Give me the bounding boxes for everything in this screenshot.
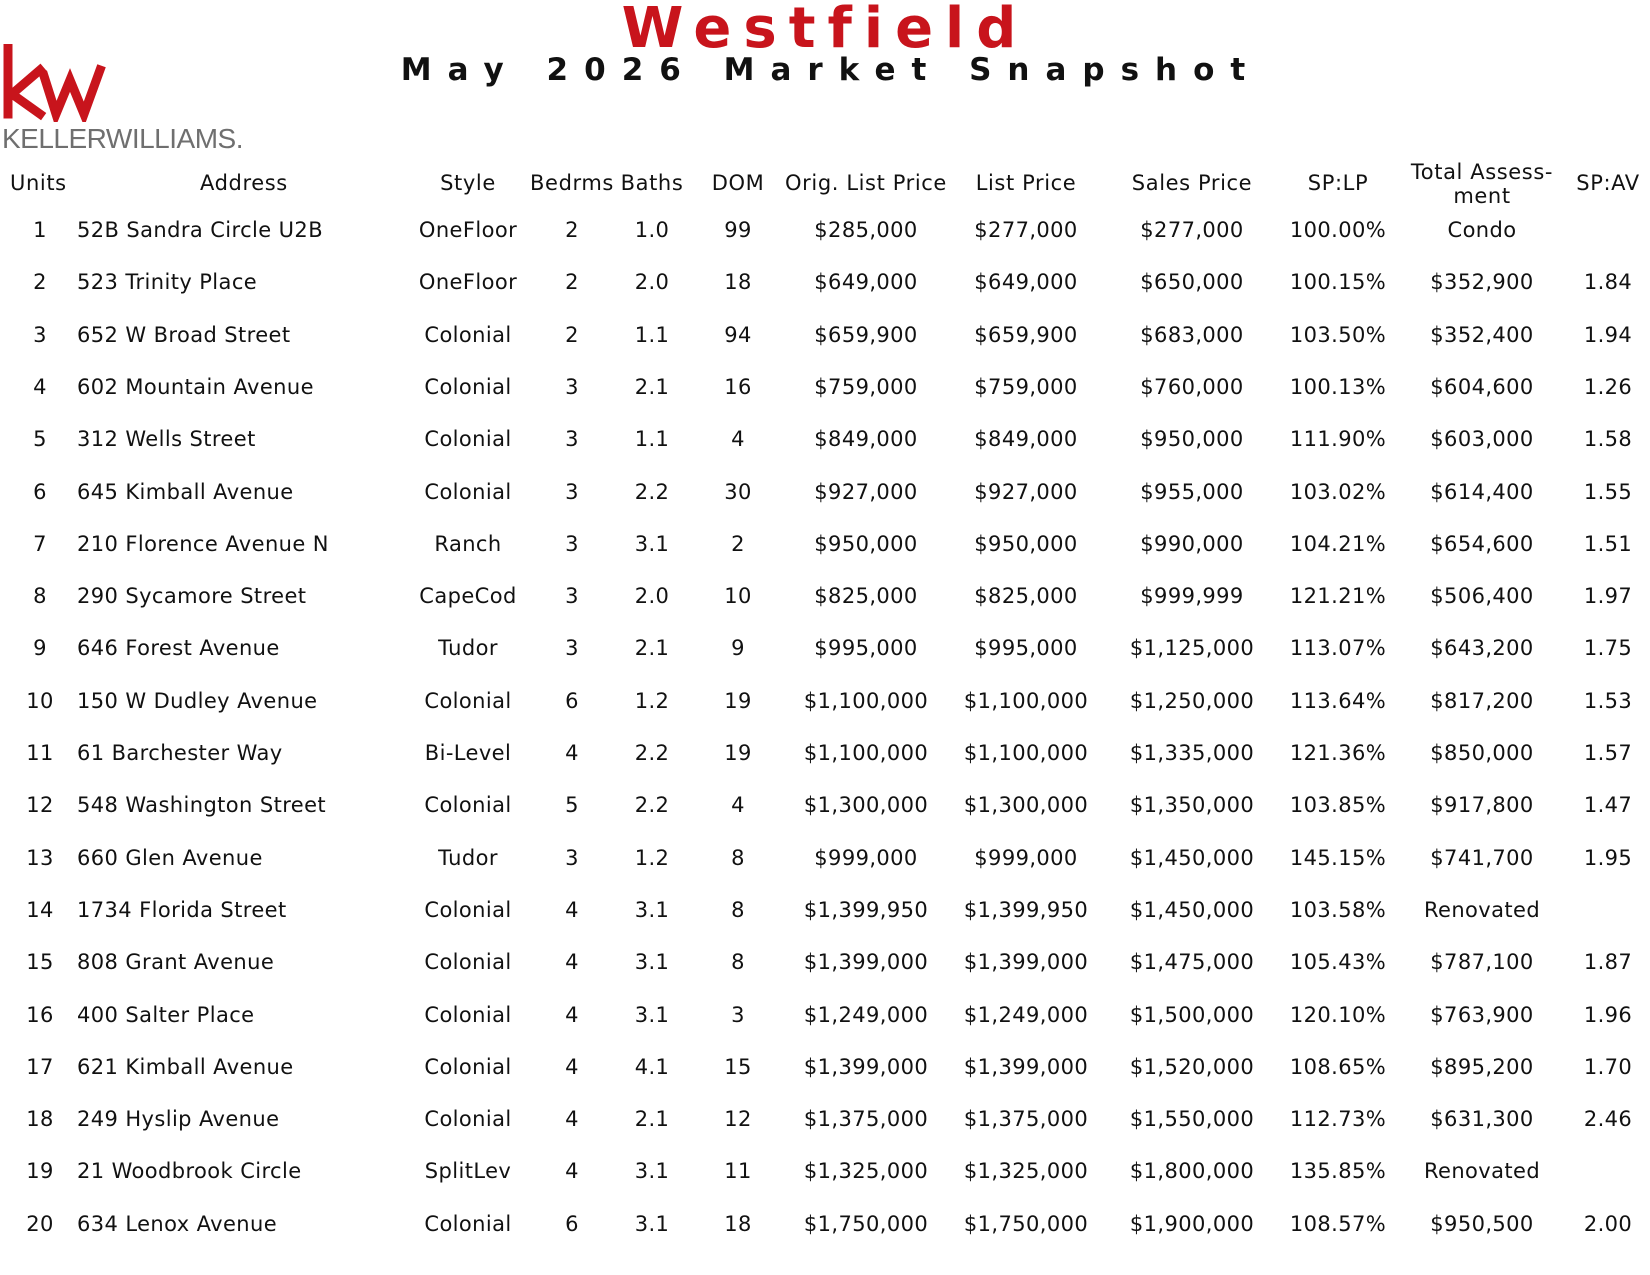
col-header-orig-list-price: Orig. List Price — [785, 171, 947, 195]
cell-orig-list-price: $825,000 — [814, 584, 918, 609]
cell-total-assessment: $614,400 — [1430, 479, 1534, 504]
cell-sp-lp: 104.21% — [1289, 531, 1387, 556]
cell-style: CapeCod — [419, 584, 517, 609]
cell-bedrms: 6 — [565, 688, 579, 713]
cell-sp-lp: 145.15% — [1289, 845, 1387, 870]
cell-sales-price: $999,999 — [1140, 584, 1244, 609]
cell-list-price: $825,000 — [974, 584, 1078, 609]
col-header-total-assessment-line1: Total Assess- — [1410, 160, 1554, 184]
cell-sales-price: $1,800,000 — [1129, 1159, 1255, 1184]
cell-units: 2 — [33, 270, 47, 295]
city-title: Westfield — [621, 0, 1029, 61]
col-header-units: Units — [10, 171, 67, 195]
cell-address: 400 Salter Place — [77, 1002, 255, 1027]
cell-sp-av: 1.87 — [1583, 950, 1633, 975]
cell-list-price: $950,000 — [974, 531, 1078, 556]
cell-baths: 2.1 — [634, 374, 670, 399]
cell-bedrms: 2 — [565, 322, 579, 347]
cell-list-price: $1,399,000 — [963, 1054, 1089, 1079]
cell-total-assessment: $603,000 — [1430, 427, 1534, 452]
cell-dom: 99 — [724, 218, 752, 242]
cell-sp-lp: 113.64% — [1289, 688, 1387, 713]
cell-total-assessment: $895,200 — [1430, 1054, 1534, 1079]
cell-orig-list-price: $285,000 — [814, 218, 918, 242]
cell-sp-lp: 105.43% — [1289, 950, 1387, 975]
cell-orig-list-price: $1,375,000 — [803, 1107, 929, 1132]
cell-bedrms: 3 — [565, 636, 579, 661]
cell-dom: 3 — [731, 1002, 745, 1027]
cell-bedrms: 4 — [565, 1107, 579, 1132]
cell-style: Colonial — [424, 688, 512, 713]
cell-list-price: $1,399,000 — [963, 950, 1089, 975]
cell-total-assessment: $741,700 — [1430, 845, 1534, 870]
cell-sp-lp: 103.58% — [1289, 897, 1387, 922]
cell-units: 18 — [26, 1107, 54, 1132]
cell-total-assessment: Renovated — [1423, 1159, 1541, 1184]
cell-units: 17 — [26, 1054, 54, 1079]
col-header-list-price: List Price — [975, 171, 1077, 195]
cell-orig-list-price: $1,100,000 — [803, 741, 929, 765]
cell-units: 11 — [26, 741, 54, 765]
cell-baths: 3.1 — [634, 1211, 670, 1236]
cell-dom: 4 — [731, 427, 745, 452]
cell-total-assessment: $352,900 — [1430, 270, 1534, 295]
cell-address: 312 Wells Street — [77, 427, 256, 452]
cell-list-price: $1,300,000 — [963, 793, 1089, 818]
cell-dom: 18 — [724, 270, 752, 295]
cell-address: 634 Lenox Avenue — [77, 1211, 278, 1236]
cell-units: 8 — [33, 584, 47, 609]
cell-units: 5 — [33, 427, 47, 452]
cell-sales-price: $950,000 — [1140, 427, 1244, 452]
cell-sp-av: 1.53 — [1583, 688, 1633, 713]
col-header-total-assessment-line2: ment — [1453, 184, 1511, 208]
cell-orig-list-price: $927,000 — [814, 479, 918, 504]
cell-address: 52B Sandra Circle U2B — [77, 218, 324, 242]
cell-address: 523 Trinity Place — [77, 270, 258, 295]
cell-style: Colonial — [424, 479, 512, 504]
cell-units: 16 — [26, 1002, 54, 1027]
cell-bedrms: 3 — [565, 374, 579, 399]
cell-baths: 2.1 — [634, 1107, 670, 1132]
cell-list-price: $1,100,000 — [963, 741, 1089, 765]
cell-baths: 2.1 — [634, 636, 670, 661]
cell-sales-price: $1,335,000 — [1129, 741, 1255, 765]
cell-sp-lp: 111.90% — [1289, 427, 1387, 452]
col-header-sp-av: SP:AV — [1576, 171, 1640, 195]
cell-units: 6 — [33, 479, 47, 504]
logo-suffix: . — [235, 123, 243, 154]
cell-sp-lp: 113.07% — [1289, 636, 1387, 661]
cell-baths: 2.0 — [634, 584, 670, 609]
cell-style: Colonial — [424, 897, 512, 922]
cell-total-assessment: $604,600 — [1430, 374, 1534, 399]
cell-units: 15 — [26, 950, 54, 975]
cell-baths: 1.2 — [634, 688, 670, 713]
cell-address: 290 Sycamore Street — [77, 584, 307, 609]
cell-address: 808 Grant Avenue — [77, 950, 275, 975]
cell-baths: 2.2 — [634, 741, 670, 765]
cell-bedrms: 4 — [565, 741, 579, 765]
cell-baths: 2.0 — [634, 270, 670, 295]
cell-sp-lp: 100.00% — [1289, 218, 1387, 242]
cell-bedrms: 2 — [565, 270, 579, 295]
col-header-dom: DOM — [711, 171, 765, 195]
cell-dom: 30 — [724, 479, 752, 504]
col-header-sp-lp: SP:LP — [1307, 171, 1369, 195]
cell-dom: 2 — [731, 531, 745, 556]
cell-baths: 3.1 — [634, 950, 670, 975]
cell-style: Bi-Level — [424, 741, 512, 765]
cell-dom: 19 — [724, 688, 752, 713]
cell-address: 249 Hyslip Avenue — [77, 1107, 280, 1132]
cell-dom: 8 — [731, 897, 745, 922]
cell-sp-av: 1.75 — [1583, 636, 1633, 661]
cell-list-price: $1,249,000 — [963, 1002, 1089, 1027]
cell-sp-av: 2.46 — [1583, 1107, 1633, 1132]
cell-total-assessment: $917,800 — [1430, 793, 1534, 818]
cell-address: 61 Barchester Way — [77, 741, 283, 765]
cell-sp-av: 1.70 — [1583, 1054, 1633, 1079]
cell-style: Colonial — [424, 1107, 512, 1132]
cell-list-price: $1,375,000 — [963, 1107, 1089, 1132]
cell-style: Colonial — [424, 950, 512, 975]
cell-total-assessment: $817,200 — [1430, 688, 1534, 713]
cell-dom: 16 — [724, 374, 752, 399]
cell-units: 19 — [26, 1159, 54, 1184]
cell-sales-price: $683,000 — [1140, 322, 1244, 347]
cell-address: 660 Glen Avenue — [77, 845, 263, 870]
logo-word-williams: WILLIAMS — [105, 123, 236, 154]
cell-bedrms: 3 — [565, 584, 579, 609]
cell-sales-price: $1,450,000 — [1129, 897, 1255, 922]
cell-units: 14 — [26, 897, 54, 922]
cell-total-assessment: $950,500 — [1430, 1211, 1534, 1236]
cell-dom: 94 — [724, 322, 752, 347]
col-header-sales-price: Sales Price — [1131, 171, 1253, 195]
cell-baths: 3.1 — [634, 897, 670, 922]
cell-orig-list-price: $950,000 — [814, 531, 918, 556]
report-subtitle: May 2026 Market Snapshot — [400, 52, 1262, 88]
cell-dom: 12 — [724, 1107, 752, 1132]
cell-sp-av: 1.96 — [1583, 1002, 1633, 1027]
cell-style: Tudor — [438, 845, 498, 870]
cell-orig-list-price: $1,399,950 — [803, 897, 929, 922]
cell-sales-price: $990,000 — [1140, 531, 1244, 556]
cell-address: 602 Mountain Avenue — [77, 374, 314, 399]
cell-sales-price: $760,000 — [1140, 374, 1244, 399]
cell-sales-price: $1,520,000 — [1129, 1054, 1255, 1079]
cell-style: Tudor — [438, 636, 498, 661]
cell-bedrms: 4 — [565, 897, 579, 922]
cell-sp-lp: 108.65% — [1289, 1054, 1387, 1079]
cell-sp-av: 1.84 — [1583, 270, 1633, 295]
logo-word-keller: KELLER — [2, 123, 106, 154]
cell-orig-list-price: $1,300,000 — [803, 793, 929, 818]
cell-orig-list-price: $995,000 — [814, 636, 918, 661]
cell-sp-av: 1.95 — [1583, 845, 1633, 870]
cell-total-assessment: $787,100 — [1430, 950, 1534, 975]
cell-sp-lp: 112.73% — [1289, 1107, 1387, 1132]
cell-sp-av: 1.94 — [1583, 322, 1633, 347]
cell-orig-list-price: $649,000 — [814, 270, 918, 295]
cell-total-assessment: Condo — [1447, 218, 1517, 242]
cell-sp-lp: 103.02% — [1289, 479, 1387, 504]
cell-dom: 8 — [731, 845, 745, 870]
cell-address: 150 W Dudley Avenue — [77, 688, 318, 713]
cell-units: 7 — [33, 531, 47, 556]
cell-baths: 1.1 — [634, 322, 670, 347]
cell-units: 12 — [26, 793, 54, 818]
cell-units: 3 — [33, 322, 47, 347]
cell-sp-lp: 135.85% — [1289, 1159, 1387, 1184]
cell-style: Ranch — [434, 531, 502, 556]
cell-sales-price: $1,125,000 — [1129, 636, 1255, 661]
cell-orig-list-price: $759,000 — [814, 374, 918, 399]
cell-orig-list-price: $1,325,000 — [803, 1159, 929, 1184]
cell-bedrms: 3 — [565, 531, 579, 556]
cell-style: OneFloor — [418, 218, 518, 242]
cell-bedrms: 3 — [565, 845, 579, 870]
cell-address: 652 W Broad Street — [77, 322, 291, 347]
cell-bedrms: 2 — [565, 218, 579, 242]
cell-units: 1 — [33, 218, 47, 242]
cell-sp-lp: 103.50% — [1289, 322, 1387, 347]
cell-bedrms: 4 — [565, 1054, 579, 1079]
cell-sp-av: 1.55 — [1583, 479, 1633, 504]
cell-dom: 10 — [724, 584, 752, 609]
cell-baths: 1.0 — [634, 218, 670, 242]
cell-sp-av: 1.58 — [1583, 427, 1633, 452]
col-header-baths: Baths — [620, 171, 684, 195]
cell-sp-lp: 120.10% — [1289, 1002, 1387, 1027]
col-header-bedrms: Bedrms — [530, 171, 614, 195]
cell-address: 21 Woodbrook Circle — [77, 1159, 302, 1184]
cell-dom: 4 — [731, 793, 745, 818]
cell-list-price: $927,000 — [974, 479, 1078, 504]
cell-sp-av: 2.00 — [1583, 1211, 1633, 1236]
cell-orig-list-price: $659,900 — [814, 322, 918, 347]
cell-dom: 11 — [724, 1159, 752, 1184]
cell-address: 1734 Florida Street — [77, 897, 287, 922]
cell-sp-lp: 100.13% — [1289, 374, 1387, 399]
cell-orig-list-price: $1,100,000 — [803, 688, 929, 713]
cell-sales-price: $1,900,000 — [1129, 1211, 1255, 1236]
cell-style: OneFloor — [418, 270, 518, 295]
cell-sales-price: $1,350,000 — [1129, 793, 1255, 818]
cell-list-price: $1,750,000 — [963, 1211, 1089, 1236]
cell-sp-lp: 121.21% — [1289, 584, 1387, 609]
cell-sales-price: $1,450,000 — [1129, 845, 1255, 870]
cell-dom: 18 — [724, 1211, 752, 1236]
cell-sales-price: $277,000 — [1140, 218, 1244, 242]
cell-units: 10 — [26, 688, 54, 713]
col-header-style: Style — [440, 171, 496, 195]
cell-list-price: $999,000 — [974, 845, 1078, 870]
cell-style: Colonial — [424, 374, 512, 399]
cell-sp-av: 1.97 — [1583, 584, 1633, 609]
cell-total-assessment: Renovated — [1423, 897, 1541, 922]
cell-baths: 3.1 — [634, 531, 670, 556]
cell-sp-av: 1.57 — [1583, 741, 1633, 765]
cell-bedrms: 4 — [565, 1159, 579, 1184]
col-header-total-assessment — [1411, 160, 1553, 208]
cell-units: 4 — [33, 374, 47, 399]
cell-list-price: $995,000 — [974, 636, 1078, 661]
cell-style: Colonial — [424, 793, 512, 818]
cell-bedrms: 6 — [565, 1211, 579, 1236]
cell-dom: 15 — [724, 1054, 752, 1079]
cell-style: Colonial — [424, 1211, 512, 1236]
cell-list-price: $659,900 — [974, 322, 1078, 347]
cell-list-price: $1,100,000 — [963, 688, 1089, 713]
cell-total-assessment: $631,300 — [1430, 1107, 1534, 1132]
cell-list-price: $759,000 — [974, 374, 1078, 399]
cell-baths: 4.1 — [634, 1054, 670, 1079]
cell-sales-price: $1,550,000 — [1129, 1107, 1255, 1132]
cell-address: 646 Forest Avenue — [77, 636, 280, 661]
cell-style: Colonial — [424, 427, 512, 452]
cell-units: 20 — [26, 1211, 54, 1236]
cell-orig-list-price: $1,750,000 — [803, 1211, 929, 1236]
cell-bedrms: 4 — [565, 1002, 579, 1027]
cell-orig-list-price: $849,000 — [814, 427, 918, 452]
cell-list-price: $1,325,000 — [963, 1159, 1089, 1184]
cell-baths: 1.1 — [634, 427, 670, 452]
cell-sales-price: $1,475,000 — [1129, 950, 1255, 975]
cell-orig-list-price: $999,000 — [814, 845, 918, 870]
cell-list-price: $849,000 — [974, 427, 1078, 452]
cell-units: 13 — [26, 845, 54, 870]
cell-total-assessment: $763,900 — [1430, 1002, 1534, 1027]
cell-address: 645 Kimball Avenue — [77, 479, 294, 504]
cell-sp-lp: 100.15% — [1289, 270, 1387, 295]
cell-baths: 3.1 — [634, 1002, 670, 1027]
cell-list-price: $1,399,950 — [963, 897, 1089, 922]
logo-wordmark — [2, 123, 243, 155]
cell-baths: 3.1 — [634, 1159, 670, 1184]
cell-units: 9 — [33, 636, 47, 661]
cell-sp-lp: 121.36% — [1289, 741, 1387, 765]
cell-sp-lp: 108.57% — [1289, 1211, 1387, 1236]
cell-sp-av: 1.51 — [1583, 531, 1633, 556]
cell-sales-price: $650,000 — [1140, 270, 1244, 295]
cell-sales-price: $1,500,000 — [1129, 1002, 1255, 1027]
cell-bedrms: 5 — [565, 793, 579, 818]
cell-baths: 2.2 — [634, 793, 670, 818]
cell-bedrms: 3 — [565, 427, 579, 452]
col-header-address: Address — [200, 171, 288, 195]
cell-style: SplitLev — [424, 1159, 512, 1184]
cell-sales-price: $1,250,000 — [1129, 688, 1255, 713]
cell-list-price: $277,000 — [974, 218, 1078, 242]
cell-style: Colonial — [424, 322, 512, 347]
cell-orig-list-price: $1,399,000 — [803, 950, 929, 975]
cell-address: 548 Washington Street — [77, 793, 327, 818]
cell-total-assessment: $850,000 — [1430, 741, 1534, 765]
cell-total-assessment: $352,400 — [1430, 322, 1534, 347]
cell-dom: 19 — [724, 741, 752, 765]
cell-list-price: $649,000 — [974, 270, 1078, 295]
cell-dom: 9 — [731, 636, 745, 661]
cell-address: 210 Florence Avenue N — [77, 531, 329, 556]
cell-sales-price: $955,000 — [1140, 479, 1244, 504]
cell-address: 621 Kimball Avenue — [77, 1054, 294, 1079]
cell-dom: 8 — [731, 950, 745, 975]
cell-baths: 1.2 — [634, 845, 670, 870]
cell-style: Colonial — [424, 1054, 512, 1079]
cell-bedrms: 4 — [565, 950, 579, 975]
cell-total-assessment: $643,200 — [1430, 636, 1534, 661]
cell-bedrms: 3 — [565, 479, 579, 504]
cell-orig-list-price: $1,399,000 — [803, 1054, 929, 1079]
cell-sp-lp: 103.85% — [1289, 793, 1387, 818]
cell-orig-list-price: $1,249,000 — [803, 1002, 929, 1027]
cell-total-assessment: $654,600 — [1430, 531, 1534, 556]
cell-sp-av: 1.47 — [1583, 793, 1633, 818]
cell-sp-av: 1.26 — [1583, 374, 1633, 399]
cell-style: Colonial — [424, 1002, 512, 1027]
cell-baths: 2.2 — [634, 479, 670, 504]
cell-total-assessment: $506,400 — [1430, 584, 1534, 609]
